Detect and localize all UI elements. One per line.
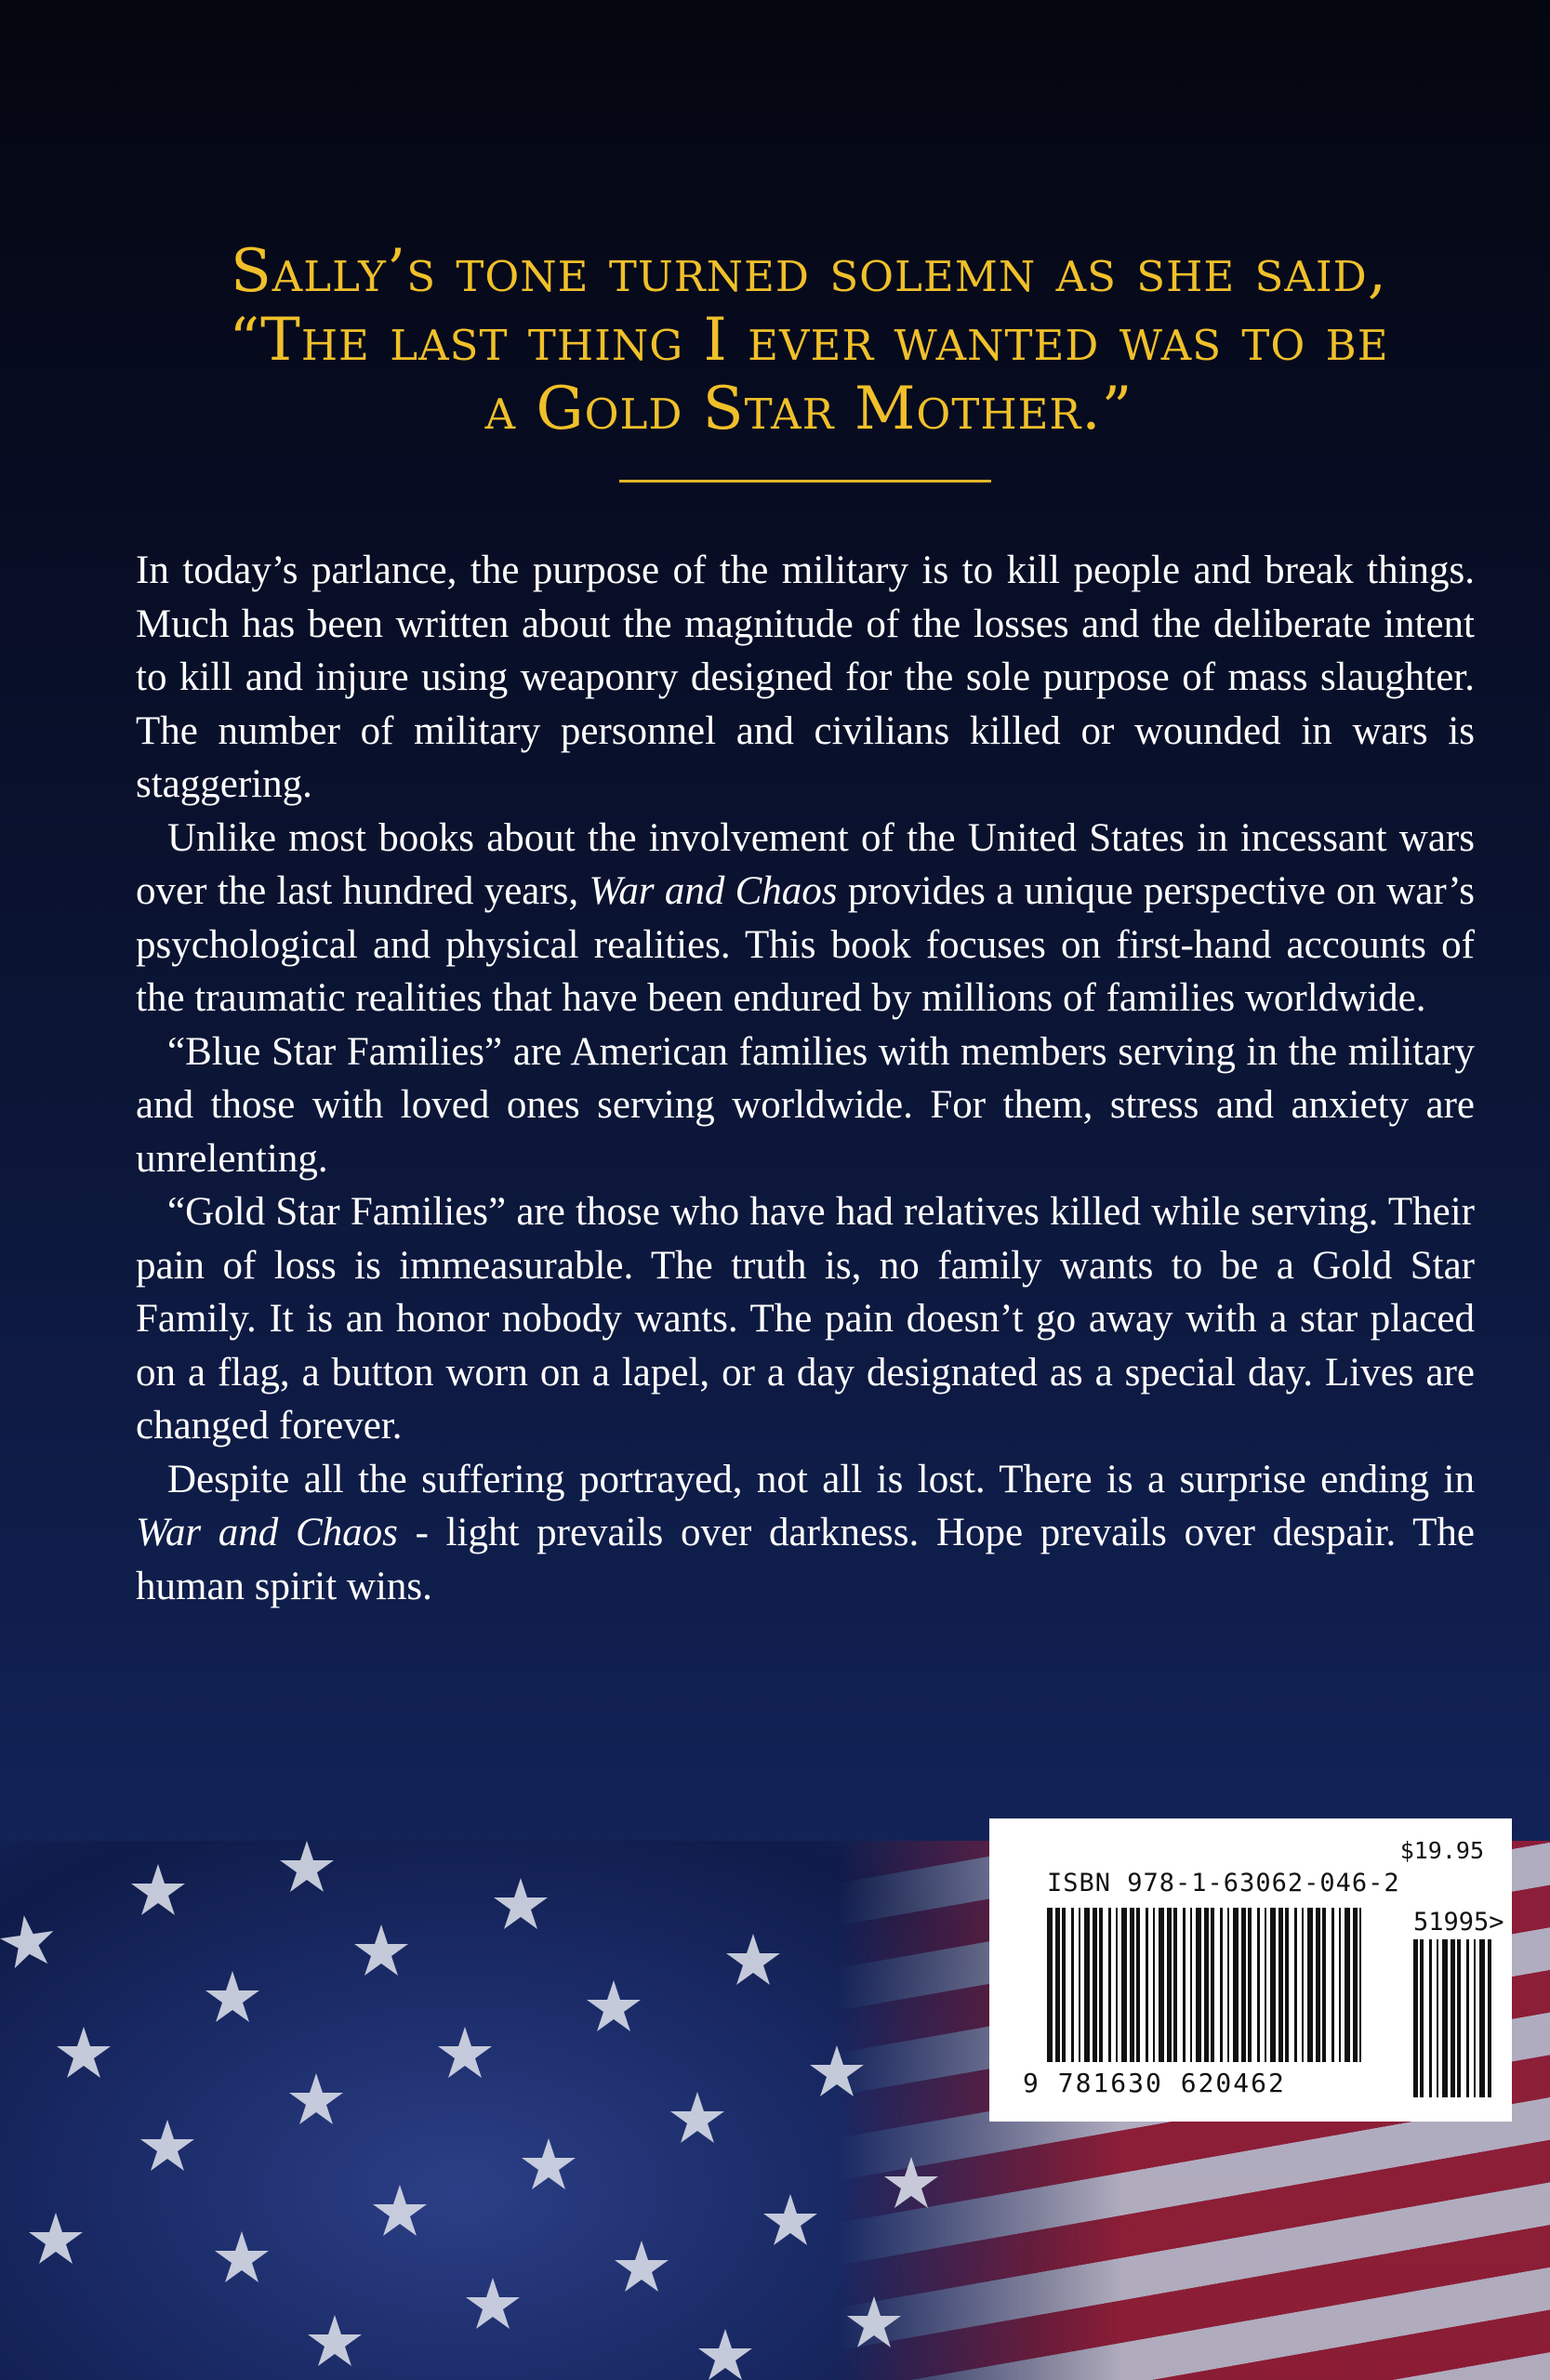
barcode-bar [1359, 1908, 1361, 2062]
barcode-bar [1108, 1908, 1111, 2062]
barcode-bar [1071, 1908, 1074, 2062]
isbn-label: ISBN 978-1-63062-046-2 [1047, 1869, 1400, 1897]
barcode-bar [1159, 1908, 1164, 2062]
barcode-bar [1241, 1908, 1246, 2062]
barcode-bar [1047, 1908, 1053, 2062]
barcode-bar [1278, 1908, 1283, 2062]
barcode-bar [1248, 1908, 1252, 2062]
barcode-bar [1093, 1908, 1097, 2062]
pull-quote-line-3: a Gold Star Mother.” [484, 375, 1133, 443]
barcode-bar [1294, 1908, 1297, 2062]
pull-quote-line-1: Sally’s tone turned solemn as she said, [230, 237, 1388, 306]
barcode-bar [1055, 1908, 1060, 2062]
quote-divider [619, 480, 991, 483]
price-label: $19.95 [1399, 1837, 1484, 1864]
barcode-bar [1116, 1908, 1118, 2062]
addon-digits: 51995> [1413, 1908, 1504, 1937]
barcode-bar [1121, 1908, 1127, 2062]
barcode-bar [1153, 1908, 1155, 2062]
barcode-bar [1183, 1908, 1186, 2062]
barcode-bar [1353, 1908, 1358, 2062]
barcode-bar [1322, 1908, 1326, 2062]
barcode-bar [1190, 1908, 1192, 2062]
barcode-bar [1339, 1908, 1341, 2062]
barcode-bar [1474, 1939, 1476, 2097]
barcode-digits: 9 781630 620462 [1023, 2068, 1286, 2098]
barcode-bar [1220, 1908, 1223, 2062]
barcode-bar [1146, 1908, 1148, 2062]
blurb-text: - light prevails over darkness. Hope prevails over despair. The human spirit wins. [136, 1511, 1475, 1608]
barcode-bar [1204, 1908, 1209, 2062]
blurb-paragraph: “Gold Star Families” are those who have had relatives killed while serving. Their pain of loss is immeasurable. The truth is, no family wants to be a Gold Star Family. It is an honor nobody wants. The pain doesn’t go away with a star placed on a flag, a button worn on a lapel, or a day designated as a special day. Lives are changed forever. [136, 1190, 1475, 1448]
blurb-paragraph: In today’s parlance, the purpose of the military is to kill people and break things. Much has been written about the magnitude of the losses and the deliberate intent to kill and injure using weaponry designed for the sole purpose of mass slaughter. The number of military personnel and civilians killed or wounded in wars is staggering. [136, 549, 1475, 806]
blurb-text: Despite all the suffering portrayed, not all is lost. There is a surprise ending in [167, 1457, 1475, 1501]
barcode-bar [1211, 1908, 1214, 2062]
barcode-bar [1345, 1908, 1350, 2062]
barcode-bar [1130, 1908, 1134, 2062]
barcode-bar [1136, 1908, 1140, 2062]
barcode-bar [1488, 1939, 1491, 2097]
barcode-bar [1257, 1908, 1260, 2062]
blurb-text: Unlike most books about the involvement of the United States in incessant wars over the last hundred years, [136, 815, 1475, 913]
blurb-text: provides a unique perspective on war’s psychological and physical realities. This book focuses on first-hand accounts of the traumatic realities that have been endured by millions of families worldwide. [136, 869, 1475, 1020]
barcode-bar [1196, 1908, 1201, 2062]
barcode-bar [1316, 1908, 1320, 2062]
barcode-bar [1270, 1908, 1276, 2062]
barcode-bar [1079, 1908, 1080, 2062]
book-title: War and Chaos [136, 1511, 398, 1554]
barcode-bar [1099, 1908, 1103, 2062]
barcode-bar [1084, 1908, 1090, 2062]
barcode-bar [1479, 1939, 1485, 2097]
barcode-bar [1437, 1939, 1438, 2097]
barcode-bar [1466, 1939, 1469, 2097]
barcode-bar [1233, 1908, 1239, 2062]
barcode-bar [1457, 1939, 1461, 2097]
barcode-bar [1062, 1908, 1066, 2062]
barcode-bar [1285, 1908, 1289, 2062]
blurb-paragraph [136, 1453, 1475, 1614]
barcode-bar [1307, 1908, 1313, 2062]
barcode-bar [1413, 1939, 1418, 2097]
barcode-bar [1331, 1908, 1334, 2062]
barcode-bar [1420, 1939, 1424, 2097]
pull-quote-line-2: “The last thing I ever wanted was to be [229, 306, 1389, 375]
blurb-paragraph [136, 812, 1475, 1025]
barcode-bar [1451, 1939, 1455, 2097]
barcode-box [989, 1818, 1512, 2122]
barcode-bar [1429, 1939, 1432, 2097]
barcode-bar [1302, 1908, 1304, 2062]
pull-quote [158, 237, 1460, 443]
barcode-bar [1167, 1908, 1172, 2062]
barcode-bar [1173, 1908, 1177, 2062]
blurb-paragraph: “Blue Star Families” are American families with members serving in the military and those with loved ones serving worldwide. For them, stress and anxiety are unrelenting. [136, 1029, 1475, 1181]
barcode-bar [1442, 1939, 1448, 2097]
barcode-bar [1265, 1908, 1266, 2062]
barcode-bar [1227, 1908, 1229, 2062]
book-title: War and Chaos [589, 869, 838, 913]
blurb-body [136, 544, 1475, 1613]
